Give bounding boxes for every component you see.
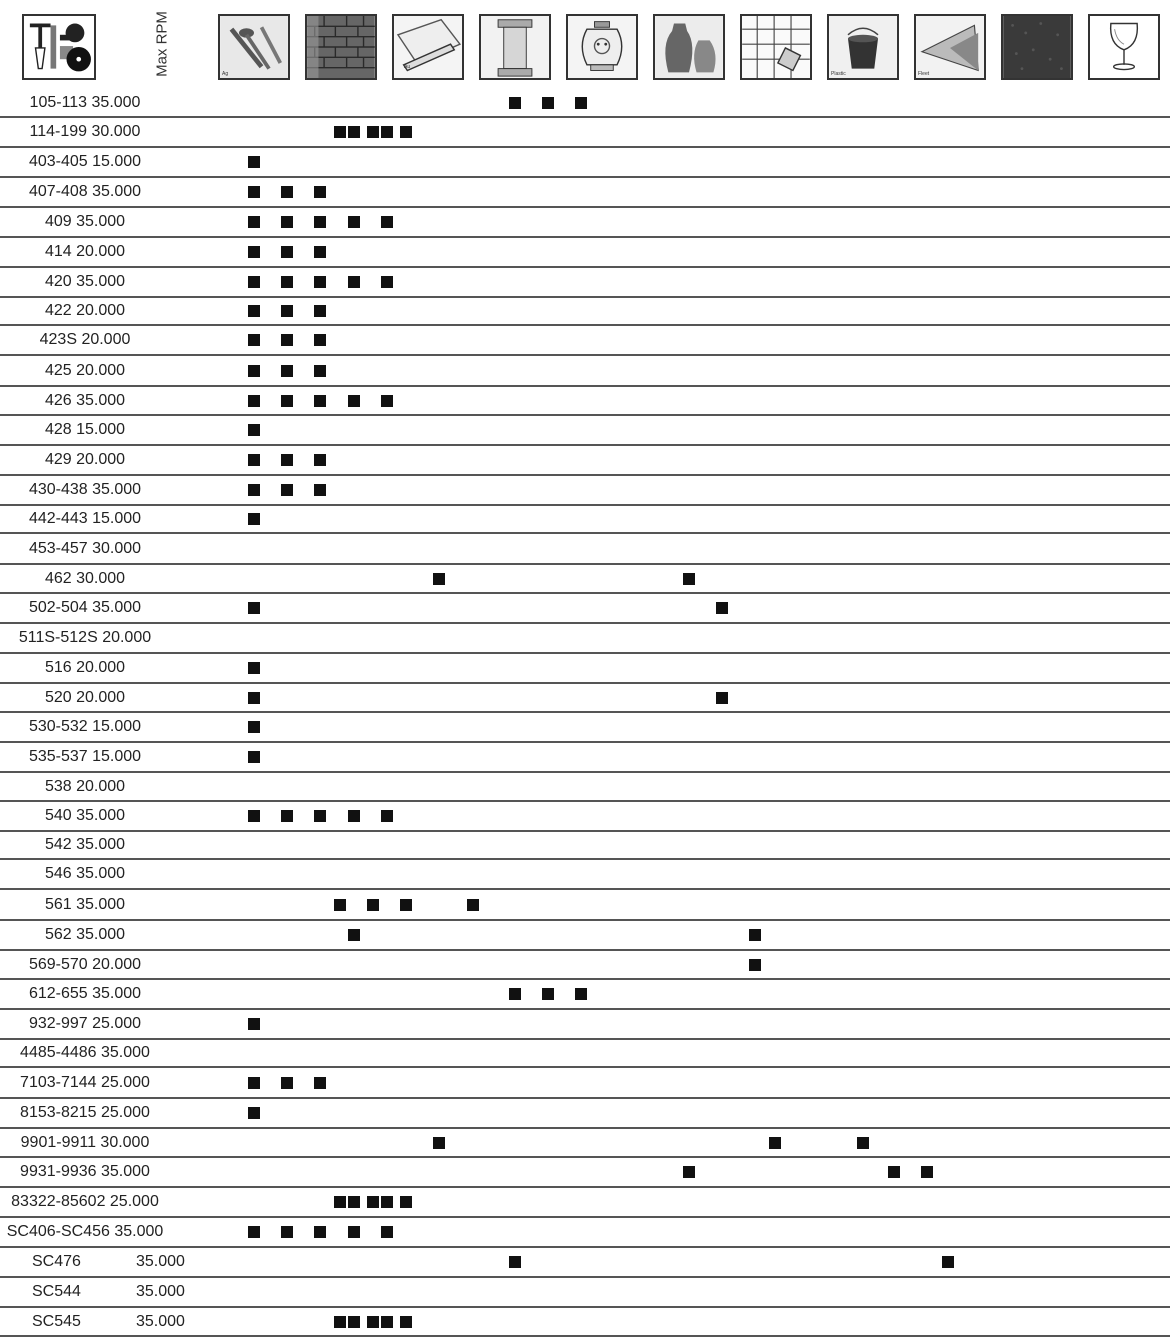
product-rpm-label: 562 35.000 — [44, 926, 126, 943]
application-mark — [348, 1196, 360, 1208]
application-mark — [348, 276, 360, 288]
product-rpm-label: 540 35.000 — [44, 807, 126, 824]
header-icon-row — [0, 0, 1170, 88]
application-mark — [381, 1196, 393, 1208]
table-row — [0, 208, 1170, 238]
application-mark — [367, 1196, 379, 1208]
application-mark — [281, 276, 293, 288]
application-mark — [314, 1077, 326, 1089]
application-mark — [348, 126, 360, 138]
application-mark — [248, 751, 260, 763]
table-row — [0, 565, 1170, 594]
table-row — [0, 1158, 1170, 1188]
bucket-icon-label: Plastic — [831, 71, 846, 77]
table-row — [0, 1040, 1170, 1068]
product-rpm-label: 462 30.000 — [44, 569, 126, 587]
application-mark — [248, 1226, 260, 1238]
application-mark — [334, 126, 346, 138]
application-mark — [575, 97, 587, 109]
application-mark — [314, 810, 326, 822]
table-row — [0, 268, 1170, 298]
product-rpm-label: 9901-9911 30.000 — [20, 1133, 150, 1151]
brick-wall-icon — [305, 14, 377, 80]
application-mark — [281, 186, 293, 198]
table-row — [0, 356, 1170, 387]
product-rpm-label: 511S-512S 20.000 — [18, 629, 152, 646]
application-mark — [509, 988, 521, 1000]
cutlery-icon — [218, 14, 290, 80]
application-mark — [334, 899, 346, 911]
table-row — [0, 951, 1170, 980]
table-row — [0, 921, 1170, 951]
application-mark — [281, 810, 293, 822]
product-rpm-label: 542 35.000 — [44, 836, 126, 853]
bucket-icon — [827, 14, 899, 80]
product-rpm-label: 442-443 15.000 — [28, 510, 142, 527]
application-mark — [248, 721, 260, 733]
application-mark — [314, 395, 326, 407]
product-rpm-label: 403-405 15.000 — [28, 153, 142, 170]
product-rpm-label: 569-570 20.000 — [28, 955, 142, 973]
product-rpm-label: 546 35.000 — [44, 865, 126, 882]
application-mark — [314, 246, 326, 258]
application-mark — [248, 246, 260, 258]
application-mark — [248, 395, 260, 407]
porcelain-urn-icon — [566, 14, 638, 80]
product-rpm-label: SC406-SC456 35.000 — [6, 1223, 164, 1240]
application-mark — [942, 1256, 954, 1268]
application-mark — [248, 156, 260, 168]
application-mark — [248, 424, 260, 436]
table-row — [0, 713, 1170, 743]
table-row — [0, 534, 1170, 565]
application-mark — [248, 1018, 260, 1030]
table-row — [0, 773, 1170, 802]
table-row — [0, 594, 1170, 624]
product-rpm-label: 8153-8215 25.000 — [20, 1104, 150, 1121]
application-mark — [281, 454, 293, 466]
application-mark — [281, 484, 293, 496]
table-row — [0, 1188, 1170, 1218]
application-mark — [248, 1107, 260, 1119]
table-row — [0, 654, 1170, 684]
product-rpm-label: SC545 — [32, 1312, 81, 1330]
sheet-icon-label: Fleet — [918, 71, 930, 77]
application-mark — [716, 602, 728, 614]
table-row — [0, 446, 1170, 476]
application-mark — [314, 365, 326, 377]
product-rpm-label: 83322-85602 25.000 — [11, 1193, 159, 1210]
table-row — [0, 860, 1170, 890]
product-rpm-label: 4485-4486 35.000 — [20, 1044, 150, 1061]
table-row — [0, 298, 1170, 326]
table-row — [0, 1278, 1170, 1308]
table-row — [0, 1068, 1170, 1099]
product-rpm-label: 105-113 35.000 — [29, 93, 141, 111]
product-rpm-label: 407-408 35.000 — [28, 183, 142, 200]
application-mark — [248, 602, 260, 614]
sheet-icon — [914, 14, 986, 80]
max-rpm-value: 35.000 — [136, 1283, 185, 1300]
application-mark — [281, 216, 293, 228]
application-mark — [749, 929, 761, 941]
application-mark — [381, 810, 393, 822]
application-mark — [509, 97, 521, 109]
product-rpm-label: 7103-7144 25.000 — [20, 1073, 150, 1091]
application-mark — [314, 334, 326, 346]
application-mark — [248, 662, 260, 674]
max-rpm-heading — [150, 4, 174, 84]
product-rpm-label: 426 35.000 — [44, 391, 126, 409]
application-mark — [314, 216, 326, 228]
application-mark — [381, 126, 393, 138]
application-mark — [314, 305, 326, 317]
tools-icon — [22, 14, 96, 80]
product-rpm-label: 429 20.000 — [44, 451, 126, 468]
plaster-icon-label: Au — [404, 64, 411, 70]
application-mark — [381, 276, 393, 288]
product-rpm-label: 9931-9936 35.000 — [20, 1163, 150, 1180]
application-mark — [248, 305, 260, 317]
table-row — [0, 980, 1170, 1010]
product-rpm-label: 932-997 25.000 — [28, 1015, 142, 1032]
application-mark — [281, 305, 293, 317]
product-rpm-label: SC476 — [32, 1253, 81, 1270]
application-mark — [248, 513, 260, 525]
application-mark — [248, 276, 260, 288]
product-rpm-label: 502-504 35.000 — [28, 599, 142, 616]
application-mark — [314, 276, 326, 288]
max-rpm-value: 35.000 — [136, 1253, 185, 1270]
application-mark — [348, 395, 360, 407]
application-mark — [334, 1196, 346, 1208]
vases-icon — [653, 14, 725, 80]
plaster-icon — [392, 14, 464, 80]
product-rpm-label: 612-655 35.000 — [28, 985, 142, 1002]
table-row — [0, 1308, 1170, 1337]
max-rpm-value: 35.000 — [136, 1312, 185, 1330]
application-mark — [281, 246, 293, 258]
application-mark — [348, 1226, 360, 1238]
application-mark — [248, 365, 260, 377]
application-mark — [857, 1137, 869, 1149]
application-mark — [509, 1256, 521, 1268]
table-row — [0, 684, 1170, 713]
application-mark — [248, 334, 260, 346]
application-mark — [716, 692, 728, 704]
column-icon — [479, 14, 551, 80]
table-row — [0, 118, 1170, 148]
product-rpm-label: 453-457 30.000 — [28, 539, 142, 557]
application-mark — [433, 1137, 445, 1149]
product-rpm-label: 516 20.000 — [44, 659, 126, 676]
application-mark — [400, 126, 412, 138]
application-mark — [281, 334, 293, 346]
table-row — [0, 1218, 1170, 1248]
product-rpm-label: 530-532 15.000 — [28, 718, 142, 735]
product-rpm-label: 428 15.000 — [44, 421, 126, 438]
table-row — [0, 743, 1170, 773]
product-rpm-label: 114-199 30.000 — [29, 123, 141, 140]
application-mark — [348, 929, 360, 941]
application-mark — [542, 97, 554, 109]
application-mark — [921, 1166, 933, 1178]
application-mark — [248, 484, 260, 496]
application-mark — [314, 484, 326, 496]
application-mark — [575, 988, 587, 1000]
application-mark — [314, 1226, 326, 1238]
application-mark — [248, 810, 260, 822]
table-row — [0, 1099, 1170, 1129]
application-mark — [381, 1226, 393, 1238]
product-rpm-label: 420 35.000 — [44, 273, 126, 290]
application-mark — [683, 1166, 695, 1178]
product-rpm-label: 423S 20.000 — [39, 331, 131, 348]
application-mark — [314, 186, 326, 198]
application-mark — [248, 186, 260, 198]
product-rpm-label: 425 20.000 — [44, 361, 126, 379]
application-mark — [542, 988, 554, 1000]
table-row — [0, 1010, 1170, 1040]
application-mark — [281, 395, 293, 407]
table-row — [0, 802, 1170, 832]
table-row — [0, 89, 1170, 118]
table-row — [0, 387, 1170, 416]
application-mark — [248, 692, 260, 704]
product-rpm-label: 561 35.000 — [44, 895, 126, 913]
product-rpm-label: 414 20.000 — [44, 243, 126, 260]
product-rpm-label: 538 20.000 — [44, 777, 126, 795]
application-mark — [400, 1316, 412, 1328]
table-row — [0, 178, 1170, 208]
application-mark — [749, 959, 761, 971]
application-mark — [281, 1226, 293, 1238]
table-row — [0, 476, 1170, 506]
cutlery-icon-label: Ag — [222, 71, 229, 77]
table-row — [0, 624, 1170, 654]
application-mark — [433, 573, 445, 585]
product-rpm-label: 422 20.000 — [44, 302, 126, 319]
table-row — [0, 238, 1170, 268]
application-mark — [381, 1316, 393, 1328]
application-mark — [281, 1077, 293, 1089]
tiles-icon — [740, 14, 812, 80]
application-mark — [367, 899, 379, 911]
application-mark — [888, 1166, 900, 1178]
sponge-icon — [1001, 14, 1073, 80]
product-rpm-label: SC544 — [32, 1283, 81, 1300]
table-row — [0, 1248, 1170, 1278]
table-row — [0, 1129, 1170, 1158]
table-row — [0, 832, 1170, 860]
application-mark — [248, 1077, 260, 1089]
application-mark — [348, 1316, 360, 1328]
application-mark — [400, 899, 412, 911]
table-row — [0, 148, 1170, 178]
application-mark — [314, 454, 326, 466]
glass-icon — [1088, 14, 1160, 80]
application-mark — [348, 216, 360, 228]
application-mark — [248, 454, 260, 466]
table-row — [0, 890, 1170, 921]
product-rpm-label: 430-438 35.000 — [28, 481, 142, 498]
table-row — [0, 416, 1170, 446]
application-mark — [381, 216, 393, 228]
product-rpm-label: 535-537 15.000 — [28, 748, 142, 765]
application-mark — [769, 1137, 781, 1149]
application-mark — [683, 573, 695, 585]
application-mark — [281, 365, 293, 377]
product-rpm-label: 520 20.000 — [44, 688, 126, 706]
application-mark — [334, 1316, 346, 1328]
application-mark — [467, 899, 479, 911]
product-rpm-label: 409 35.000 — [44, 213, 126, 230]
application-mark — [367, 1316, 379, 1328]
application-mark — [381, 395, 393, 407]
application-mark — [400, 1196, 412, 1208]
application-mark — [248, 216, 260, 228]
max-rpm-label: Max RPM — [153, 11, 171, 77]
table-row — [0, 326, 1170, 356]
application-mark — [367, 126, 379, 138]
application-mark — [348, 810, 360, 822]
table-row — [0, 506, 1170, 534]
